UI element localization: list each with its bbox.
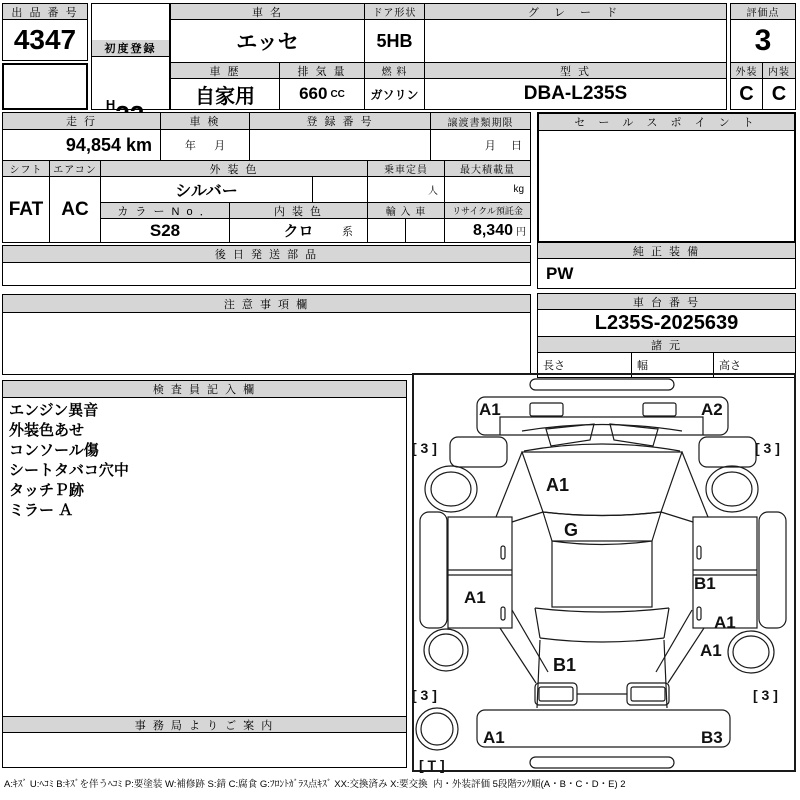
roof xyxy=(496,452,708,607)
left-side xyxy=(420,512,512,628)
length-cell: 長さ xyxy=(537,352,632,378)
car-damage-diagram xyxy=(412,373,796,773)
inspector-notes-header: 検 査 員 記 入 欄 xyxy=(2,380,407,398)
office-info-box xyxy=(2,732,407,768)
inspector-note: タッチＰ跡 xyxy=(9,482,85,499)
score-header: 評価点 xyxy=(730,3,796,20)
aircon-value: AC xyxy=(49,176,101,243)
damage-mark-rear-panel-left: A1 xyxy=(483,728,505,747)
rear-panel xyxy=(477,710,730,747)
mileage-value: 94,854 km xyxy=(2,129,161,161)
interior-color-header: 内 装 色 xyxy=(229,202,368,219)
width-cell: 幅 xyxy=(631,352,714,378)
max-load-header: 最大積載量 xyxy=(444,160,531,177)
tire-rating-front-left: [ 3 ] xyxy=(412,440,437,456)
exterior-grade-header: 外装 xyxy=(730,62,763,79)
door-shape-value: 5HB xyxy=(364,19,425,63)
capacity-header: 乗車定員 xyxy=(367,160,445,177)
damage-mark-windshield: G xyxy=(564,520,579,540)
damage-legend: A:ｷｽﾞ U:ﾍｺﾐ B:ｷｽﾞを伴うﾍｺﾐ P:要塗装 W:補修跡 S:錆 C:腐食 G:ﾌﾛﾝﾄｶﾞﾗｽ点ｷｽﾞ XX:交換済み X:要交換 内・外装評価 5段階ﾗﾝｸ順(A・B・C・D・E) 2 xyxy=(4,779,626,790)
car-history-value: 自家用 xyxy=(170,78,280,110)
registration-no-value xyxy=(249,129,431,161)
exterior-color-value: シルバー xyxy=(100,176,313,203)
damage-mark-left-door: A1 xyxy=(464,588,486,607)
grade-header: グ レ ー ド xyxy=(424,3,727,20)
genuine-equip-value: PW xyxy=(537,258,796,289)
interior-color-value: クロ 系 xyxy=(229,218,368,243)
car-history-header: 車 歴 xyxy=(170,62,280,79)
score-value: 3 xyxy=(730,19,796,63)
inspection-value: 年 月 xyxy=(160,129,250,161)
damage-mark-front-right: A2 xyxy=(701,400,723,419)
cowl-wipers xyxy=(522,424,682,451)
front-bumper xyxy=(530,379,674,390)
transfer-deadline-value: 月 日 xyxy=(430,129,531,161)
recycle-fee-header: リサイクル預託金 xyxy=(444,202,531,219)
fuel-value: ガソリン xyxy=(364,78,425,110)
rear-bumper xyxy=(530,757,674,768)
exterior-color-extra-cell xyxy=(312,176,368,203)
transfer-deadline-header: 譲渡書類期限 xyxy=(430,112,531,130)
chassis-no-header: 車 台 番 号 xyxy=(537,293,796,310)
model-code-value: DBA-L235S xyxy=(424,78,727,110)
spare-tire-rating: [ T ] xyxy=(419,757,445,773)
damage-mark-rear-hatch: B1 xyxy=(553,655,577,675)
later-parts-header: 後 日 発 送 部 品 xyxy=(2,245,531,263)
tire-rating-front-right: [ 3 ] xyxy=(755,440,780,456)
damage-mark-front-left: A1 xyxy=(479,400,501,419)
later-parts-value xyxy=(2,262,531,286)
color-no-header: カ ラ ー N o ． xyxy=(100,202,230,219)
damage-mark-right-door-upper: B1 xyxy=(694,574,716,593)
exterior-grade-value: C xyxy=(730,78,763,110)
interior-color-suffix: 系 xyxy=(342,225,353,238)
recycle-fee-value: 8,340 円 xyxy=(444,218,531,243)
first-registration-cell xyxy=(91,3,170,110)
grade-value xyxy=(424,19,727,63)
mileage-header: 走 行 xyxy=(2,112,161,130)
auction-no-value: 4347 xyxy=(2,19,88,61)
caution-notes-value xyxy=(2,312,531,375)
capacity-value: 人 xyxy=(367,176,445,203)
right-side xyxy=(693,512,786,628)
color-no-value: S28 xyxy=(100,218,230,243)
sales-point-box xyxy=(537,112,796,243)
inspector-notes-box xyxy=(2,397,407,717)
shift-value: FAT xyxy=(2,176,50,243)
windshield xyxy=(543,512,661,545)
first-registration-year: H xyxy=(105,97,116,112)
max-load-value: kg xyxy=(444,176,531,203)
import-cell-2 xyxy=(405,218,445,243)
tire-rating-rear-left: [ 3 ] xyxy=(412,687,437,703)
inspector-note: コンソール傷 xyxy=(9,442,99,459)
auction-no-header: 出 品 番 号 xyxy=(2,3,88,20)
diagram-frame xyxy=(413,374,795,771)
car-name-value: エッセ xyxy=(170,19,365,63)
damage-mark-right-door-lower: A1 xyxy=(714,613,736,632)
interior-grade-value: C xyxy=(762,78,796,110)
aircon-header: エアコン xyxy=(49,160,101,177)
rear-quarters xyxy=(500,610,704,683)
import-header: 輸 入 車 xyxy=(367,202,445,219)
height-cell: 高さ xyxy=(713,352,796,378)
import-cell-1 xyxy=(367,218,406,243)
damage-mark-hood: A1 xyxy=(546,475,570,495)
inspection-header: 車 検 xyxy=(160,112,250,130)
fuel-header: 燃 料 xyxy=(364,62,425,79)
shift-header: シフト xyxy=(2,160,50,177)
inspector-note: 外装色あせ xyxy=(9,422,85,439)
genuine-equip-header: 純 正 装 備 xyxy=(537,242,796,259)
inspector-note: シートタバコ穴中 xyxy=(9,462,129,479)
rear-window xyxy=(535,608,669,642)
interior-grade-header: 内装 xyxy=(762,62,796,79)
blank-box-top-left xyxy=(2,63,88,110)
office-info-header: 事 務 局 よ り ご 案 内 xyxy=(2,716,407,733)
damage-mark-rear-panel-right: B3 xyxy=(701,728,723,747)
model-code-header: 型 式 xyxy=(424,62,727,79)
inspector-note: エンジン異音 xyxy=(9,402,99,419)
displacement-header: 排 気 量 xyxy=(279,62,365,79)
caution-notes-header: 注 意 事 項 欄 xyxy=(2,294,531,313)
tire-rating-rear-right: [ 3 ] xyxy=(753,687,778,703)
inspector-note: ミラー Ａ xyxy=(9,502,74,519)
first-registration-header: 初度登録 xyxy=(92,40,169,57)
exterior-color-header: 外 装 色 xyxy=(100,160,368,177)
damage-mark-right-quarter: A1 xyxy=(700,641,722,660)
spare-tire xyxy=(416,708,458,750)
chassis-no-value: L235S-2025639 xyxy=(537,309,796,337)
sales-point-header: セ ー ル ス ポ イ ン ト xyxy=(539,114,794,131)
car-name-header: 車 名 xyxy=(170,3,365,20)
specs-header: 諸 元 xyxy=(537,336,796,353)
door-shape-header: ドア形状 xyxy=(364,3,425,20)
front-panel xyxy=(477,397,728,435)
registration-no-header: 登 録 番 号 xyxy=(249,112,431,130)
displacement-value: 660 CC xyxy=(279,78,365,110)
front-tires xyxy=(425,466,758,512)
